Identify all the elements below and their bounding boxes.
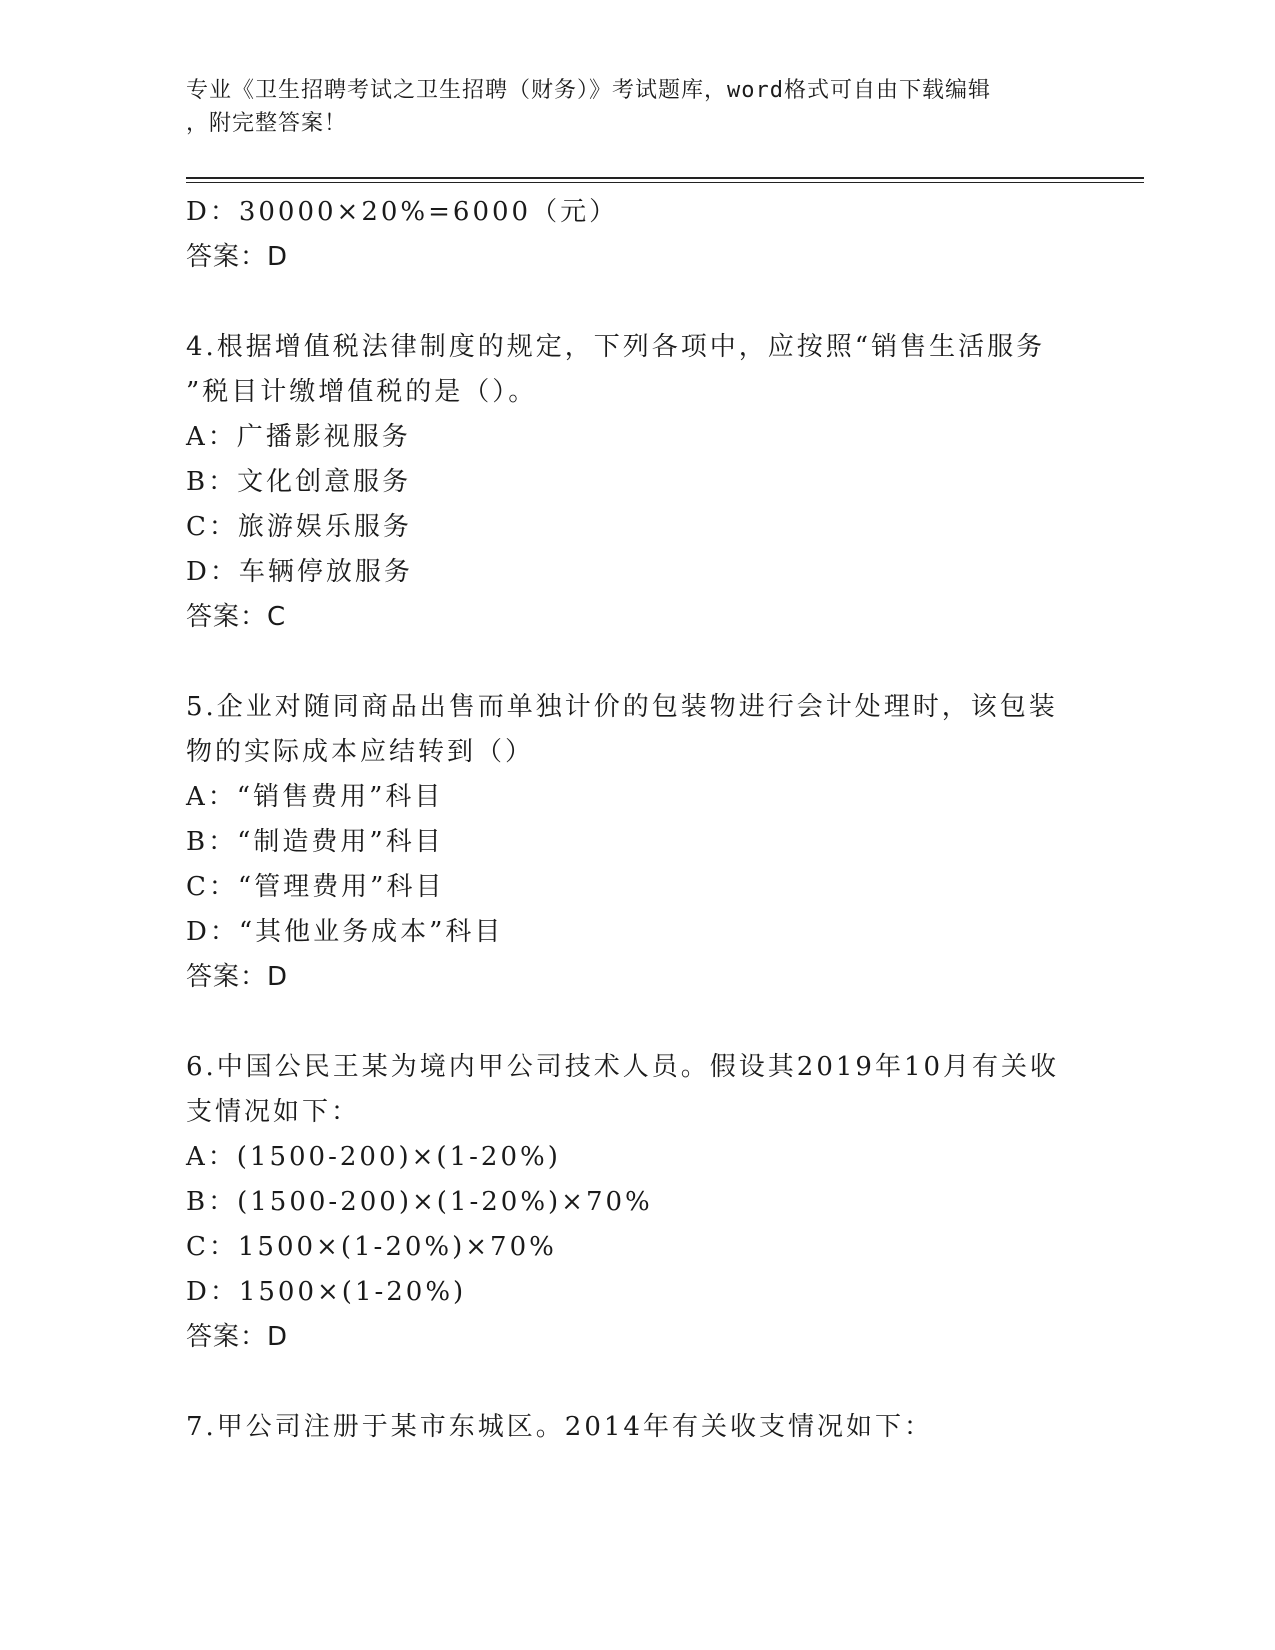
header-line-2: ，附完整答案！ — [186, 111, 348, 136]
question-stem-line-1: 4.根据增值税法律制度的规定，下列各项中，应按照“销售生活服务 — [186, 332, 1046, 362]
answer: 答案：D — [186, 1322, 289, 1352]
document-header — [186, 74, 1066, 140]
question-stem-line-1: 5.企业对随同商品出售而单独计价的包装物进行会计处理时，该包装 — [186, 692, 1058, 722]
option-d: D：1500×(1-20%) — [186, 1277, 467, 1307]
option-d: D：车辆停放服务 — [186, 557, 413, 587]
spacer — [186, 280, 1066, 325]
header-divider-thick — [186, 177, 1144, 179]
header-divider-thin — [186, 182, 1144, 183]
question-stem-line-2: 物的实际成本应结转到（） — [186, 737, 535, 767]
option-a: A：“销售费用”科目 — [186, 782, 444, 812]
spacer — [186, 1360, 1066, 1405]
answer: 答案：D — [186, 962, 289, 992]
question-stem-line-2: 支情况如下： — [186, 1097, 361, 1127]
question-5 — [186, 685, 1066, 1000]
spacer — [186, 640, 1066, 685]
question-stem-line-2: ”税目计缴增值税的是（）。 — [186, 377, 538, 407]
question-3-tail — [186, 190, 1066, 280]
question-4 — [186, 325, 1066, 640]
question-7 — [186, 1405, 1066, 1450]
question-stem-line-1: 7.甲公司注册于某市东城区。2014年有关收支情况如下： — [186, 1412, 933, 1442]
header-line-1: 专业《卫生招聘考试之卫生招聘（财务）》考试题库，word格式可自由下载编辑 — [186, 78, 991, 103]
option-a: A：广播影视服务 — [186, 422, 411, 452]
option-c: C：1500×(1-20%)×70% — [186, 1232, 557, 1262]
option-c: C：旅游娱乐服务 — [186, 512, 412, 542]
option-c: C：“管理费用”科目 — [186, 872, 445, 902]
question-stem-line-1: 6.中国公民王某为境内甲公司技术人员。假设其2019年10月有关收 — [186, 1052, 1060, 1082]
question-list — [186, 190, 1066, 1450]
option-d: D：30000×20%=6000（元） — [186, 197, 619, 227]
spacer — [186, 1000, 1066, 1045]
option-a: A：(1500-200)×(1-20%) — [186, 1142, 561, 1172]
option-b: B：(1500-200)×(1-20%)×70% — [186, 1187, 653, 1217]
option-b: B：“制造费用”科目 — [186, 827, 444, 857]
question-6 — [186, 1045, 1066, 1360]
option-d: D：“其他业务成本”科目 — [186, 917, 504, 947]
answer: 答案：C — [186, 602, 287, 632]
answer: 答案：D — [186, 242, 289, 272]
option-b: B：文化创意服务 — [186, 467, 412, 497]
